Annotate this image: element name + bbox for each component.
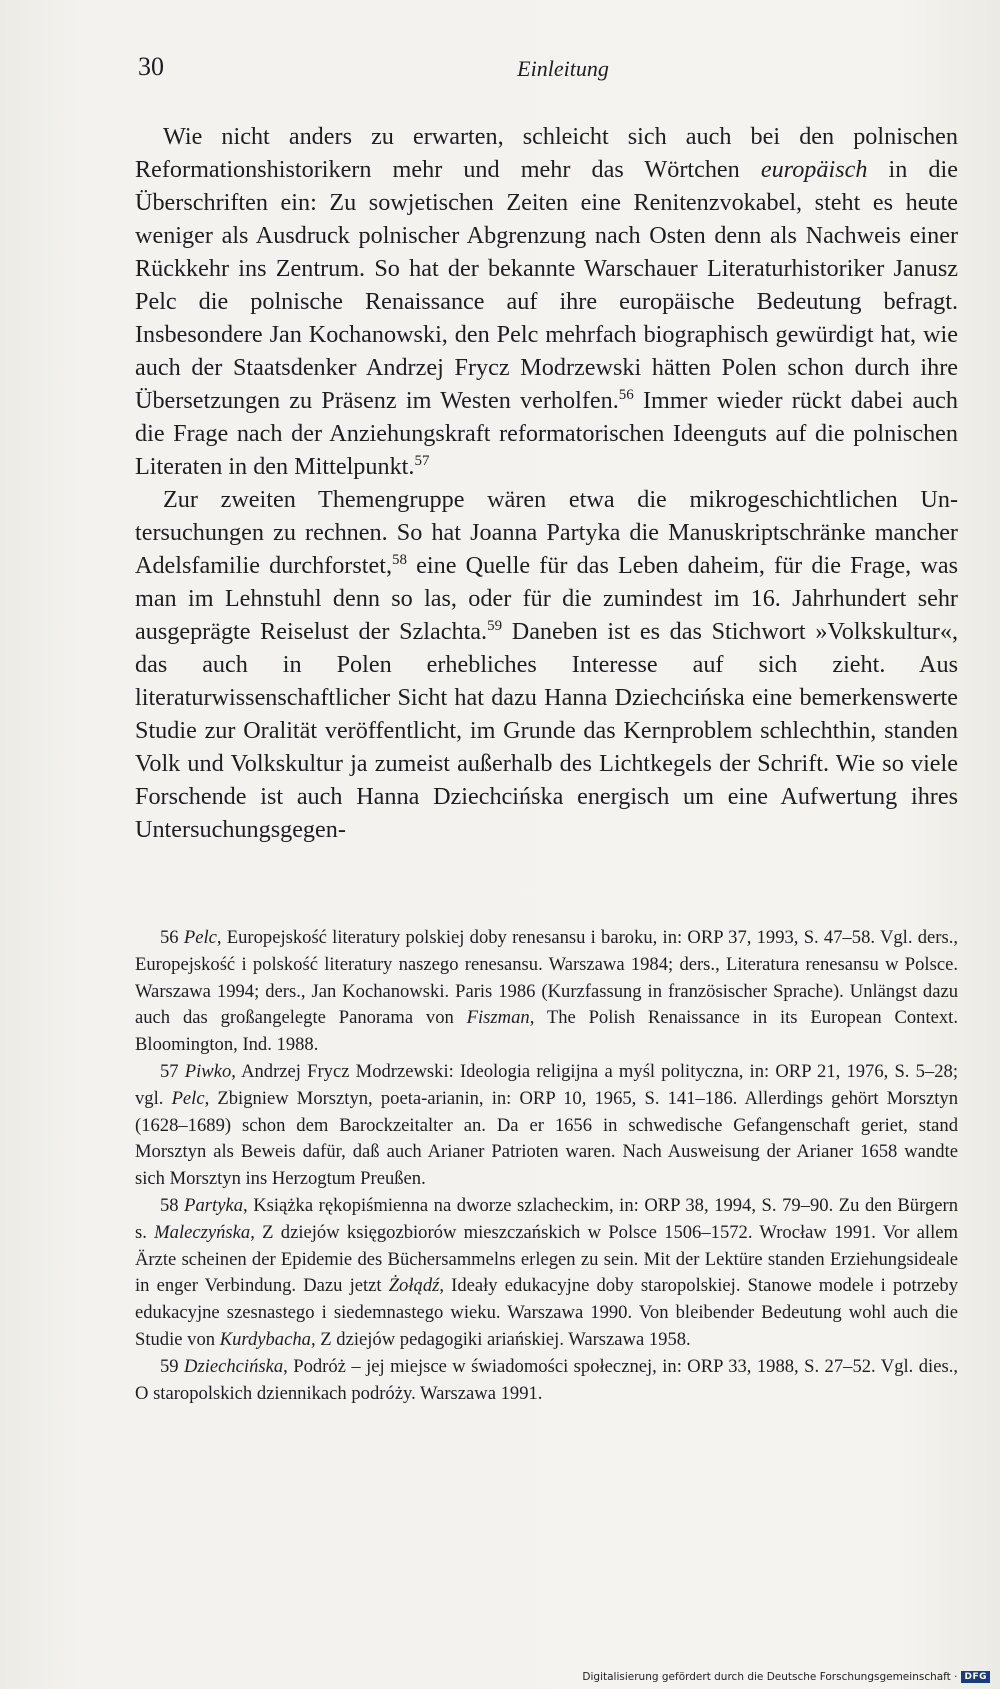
- footnote-58: [135, 1193, 958, 1354]
- footnote-author: Kurdybacha: [219, 1328, 311, 1350]
- footnote-ref-56[interactable]: 56: [618, 386, 634, 403]
- running-head: Einleitung: [517, 56, 609, 81]
- footnote-author: Żołądź: [388, 1275, 440, 1297]
- footnote-59: [135, 1354, 958, 1408]
- credit-text: Digitalisierung gefördert durch die Deutsche Forschungsgemeinschaft ·: [582, 1671, 958, 1683]
- text-segment: eine Quelle für das Leben daheim, für die Frage, was man im Lehnstuhl denn so las, oder für die zumindest im 16. Jahrhundert sehr ausgeprägte Reiselust der Szlachta.: [135, 552, 958, 645]
- main-text: [135, 120, 958, 846]
- paragraph-1: [135, 120, 958, 483]
- footnote-number: 56: [160, 927, 179, 948]
- footnote-author: Partyka: [184, 1194, 244, 1216]
- footnote-author: Dziechcińska: [184, 1355, 284, 1377]
- footnote-text: , Andrzej Frycz Modrzewski: Ideologia religijna a myśl polityczna, in: ORP 21, 1976, S. 5–28; vgl.: [135, 1060, 958, 1109]
- footnote-author: Pelc: [183, 927, 217, 948]
- footnote-author: Fiszman: [466, 1007, 530, 1029]
- footnote-text: , Z dziejów pedagogiki ariańskiej. Warszawa 1958.: [310, 1328, 691, 1350]
- footnote-57: [135, 1059, 958, 1193]
- footnote-text: , Książka rękopiśmienna na dworze szlacheckim, in: ORP 38, 1994, S. 79–90. Zu den Bürgern s.: [135, 1194, 958, 1243]
- digitization-credit: [582, 1671, 990, 1683]
- footnote-text: , Z dziejów księgozbiorów mieszczańskich w Polsce 1506–1572. Wrocław 1991. Vor allem Ärzte scheinen der Epidemie des Büchersammelns erlegen zu sein. Mit der Lektüre standen Erziehungsideale in enger Verbindung. Dazu jetzt: [135, 1221, 958, 1297]
- footnote-56: [135, 925, 958, 1059]
- footnote-ref-57[interactable]: 57: [414, 452, 430, 469]
- text-segment: Wie nicht anders zu erwarten, schleicht sich auch bei den polnischen Reformationshistorikern mehr und mehr das Wörtchen: [135, 123, 958, 183]
- text-segment: Daneben ist es das Stichwort »Volkskultur«, das auch in Polen erhebliches Interesse auf sich zieht. Aus literaturwissenschaftlicher Sicht hat dazu Hanna Dziechcińska eine bemerkenswerte Studie zur Oralität veröffentlicht, im Grunde das Kernproblem schlechthin, standen Volk und Volkskultur ja zumeist außerhalb des Lichtkegels der Schrift. Wie so viele Forschende ist auch Hanna Dziechcińska energisch um eine Aufwertung ihres Untersuchungsgegen-: [135, 618, 958, 843]
- text-segment: Zur zweiten Themengruppe wären etwa die mikrogeschichtlichen Untersuchungen zu rechnen. So hat Joanna Partyka die Manuskriptschränke mancher Adelsfamilie durchforstet,: [135, 486, 958, 579]
- footnote-ref-58[interactable]: 58: [392, 551, 408, 568]
- footnote-text: , Podróż – jej miejsce w świadomości społecznej, in: ORP 33, 1988, S. 27–52. Vgl. dies., O staropolskich dziennikach podróży. Warszawa 1991.: [135, 1355, 958, 1404]
- page-header: [138, 52, 898, 92]
- footnote-ref-59[interactable]: 59: [487, 617, 503, 634]
- paragraph-2: [135, 483, 958, 846]
- footnote-text: , Europejskość literatury polskiej doby renesansu i baroku, in: ORP 37, 1993, S. 47–58. Vgl. ders., Europejskość i polskość literatury naszego renesansu. Warszawa 1984; ders., Literatura renesansu w Polsce. Warszawa 1994; ders., Jan Kochanowski. Paris 1986 (Kurzfassung in französischer Sprache). Unlängst dazu auch das großangelegte Panorama von: [135, 927, 959, 1029]
- footnote-author: Maleczyńska: [154, 1221, 251, 1243]
- footnote-number: 57: [160, 1060, 179, 1082]
- footnote-text: , The Polish Renaissance in its European Context. Bloomington, Ind. 1988.: [135, 1007, 958, 1056]
- dfg-logo: DFG: [961, 1671, 990, 1683]
- footnote-text: , Ideały edukacyjne doby staropolskiej. Stanowe modele i potrzeby edukacyjne szesnastego i siedemnastego wieku. Warszawa 1990. Von bleibender Bedeutung wohl auch die Studie von: [135, 1275, 958, 1350]
- footnote-number: 58: [160, 1194, 179, 1216]
- footnote-author: Piwko: [184, 1060, 232, 1082]
- text-segment: in die Überschriften ein: Zu sowjetischen Zeiten eine Renitenzvokabel, steht es heute weniger als Ausdruck polnischer Abgrenzung nach Osten denn als Nachweis einer Rückkehr ins Zentrum. So hat der bekannte Warschauer Literaturhistoriker Janusz Pelc die polnische Renaissance auf ihre europäische Bedeutung befragt. Insbesondere Jan Kochanowski, den Pelc mehrfach biographisch gewürdigt hat, wie auch der Staatsdenker Andrzej Frycz Modrzewski hätten Polen schon durch ihre Übersetzungen zu Präsenz im Westen verholfen.: [135, 156, 958, 414]
- text-segment: Immer wieder rückt dabei auch die Frage nach der Anziehungskraft reformatorischen Ideenguts auf die polnischen Literaten in den Mittelpunkt.: [135, 387, 958, 480]
- footnote-number: 59: [160, 1355, 179, 1377]
- footnote-text: , Zbigniew Morsztyn, poeta-arianin, in: ORP 10, 1965, S. 141–186. Allerdings gehört Morsztyn (1628–1689) schon dem Barockzeitalter an. Da er 1656 in schwedische Gefangenschaft geriet, stand Morsztyn als Beweis dafür, daß auch Arianer Patrioten waren. Nach Ausweisung der Arianer 1658 wandte sich Morsztyn ins Herzogtum Preußen.: [135, 1087, 959, 1190]
- emphasis: europäisch: [760, 156, 868, 183]
- footnotes: [135, 925, 958, 1407]
- page-number: 30: [138, 52, 164, 81]
- footnote-author: Pelc: [171, 1087, 205, 1109]
